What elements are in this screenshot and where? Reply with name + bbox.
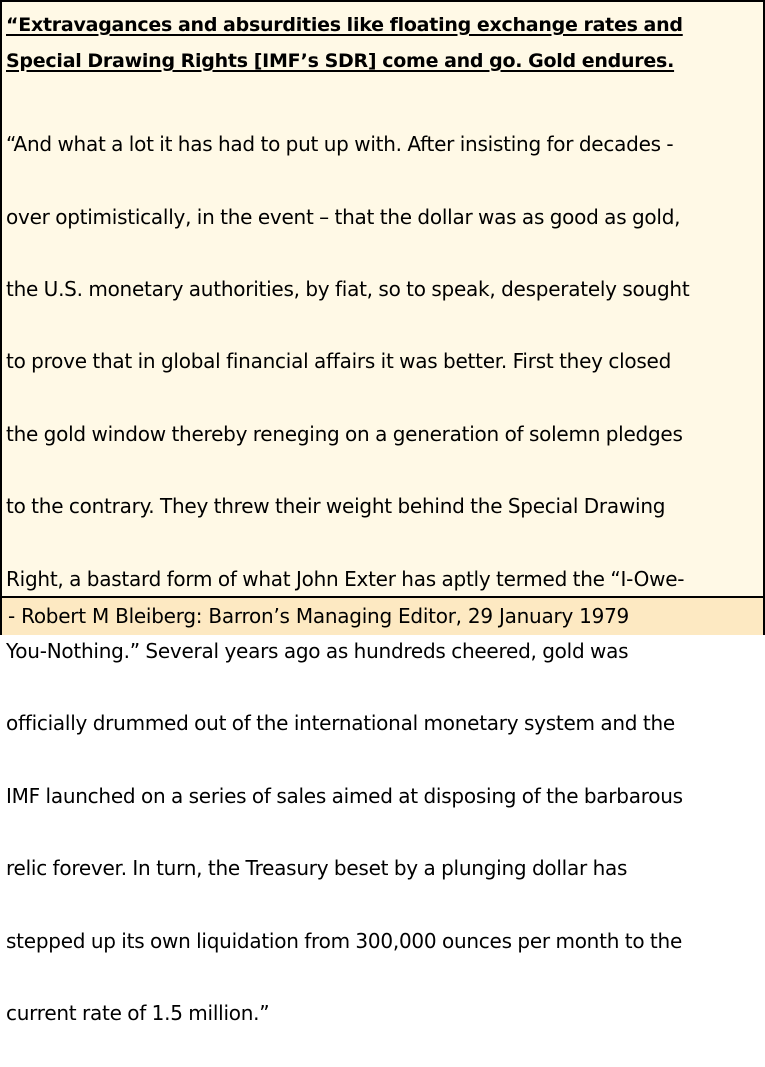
heading-line-2: Special Drawing Rights [IMF’s SDR] come and go. Gold endures. <box>6 50 675 72</box>
quote-line: Right, a bastard form of what John Exter has aptly termed the “I-Owe- <box>6 566 685 591</box>
quote-line: the gold window thereby reneging on a generation of solemn pledges <box>6 421 683 446</box>
quote-line: relic forever. In turn, the Treasury beset by a plunging dollar has <box>6 856 628 881</box>
quote-heading <box>6 7 746 79</box>
quote-line: “And what a lot it has had to put up with. After insisting for decades - <box>6 132 674 157</box>
quote-line: IMF launched on a series of sales aimed at disposing of the barbarous <box>6 783 683 808</box>
quote-line: over optimistically, in the event – that the dollar was as good as gold, <box>6 204 681 229</box>
quote-line: stepped up its own liquidation from 300,000 ounces per month to the <box>6 928 682 953</box>
heading-line-1: “Extravagances and absurdities like floating exchange rates and <box>6 14 683 36</box>
attribution-bar <box>2 596 763 635</box>
quote-body <box>6 90 758 1067</box>
quote-line: to prove that in global financial affairs it was better. First they closed <box>6 349 672 374</box>
quote-line: officially drummed out of the international monetary system and the <box>6 711 675 736</box>
quote-line: current rate of 1.5 million.” <box>6 1001 270 1026</box>
quote-line: to the contrary. They threw their weight behind the Special Drawing <box>6 494 666 519</box>
quote-line: You-Nothing.” Several years ago as hundreds cheered, gold was <box>6 639 629 664</box>
quote-line: the U.S. monetary authorities, by fiat, so to speak, desperately sought <box>6 277 690 302</box>
attribution-text: - Robert M Bleiberg: Barron’s Managing Editor, 29 January 1979 <box>8 604 630 628</box>
